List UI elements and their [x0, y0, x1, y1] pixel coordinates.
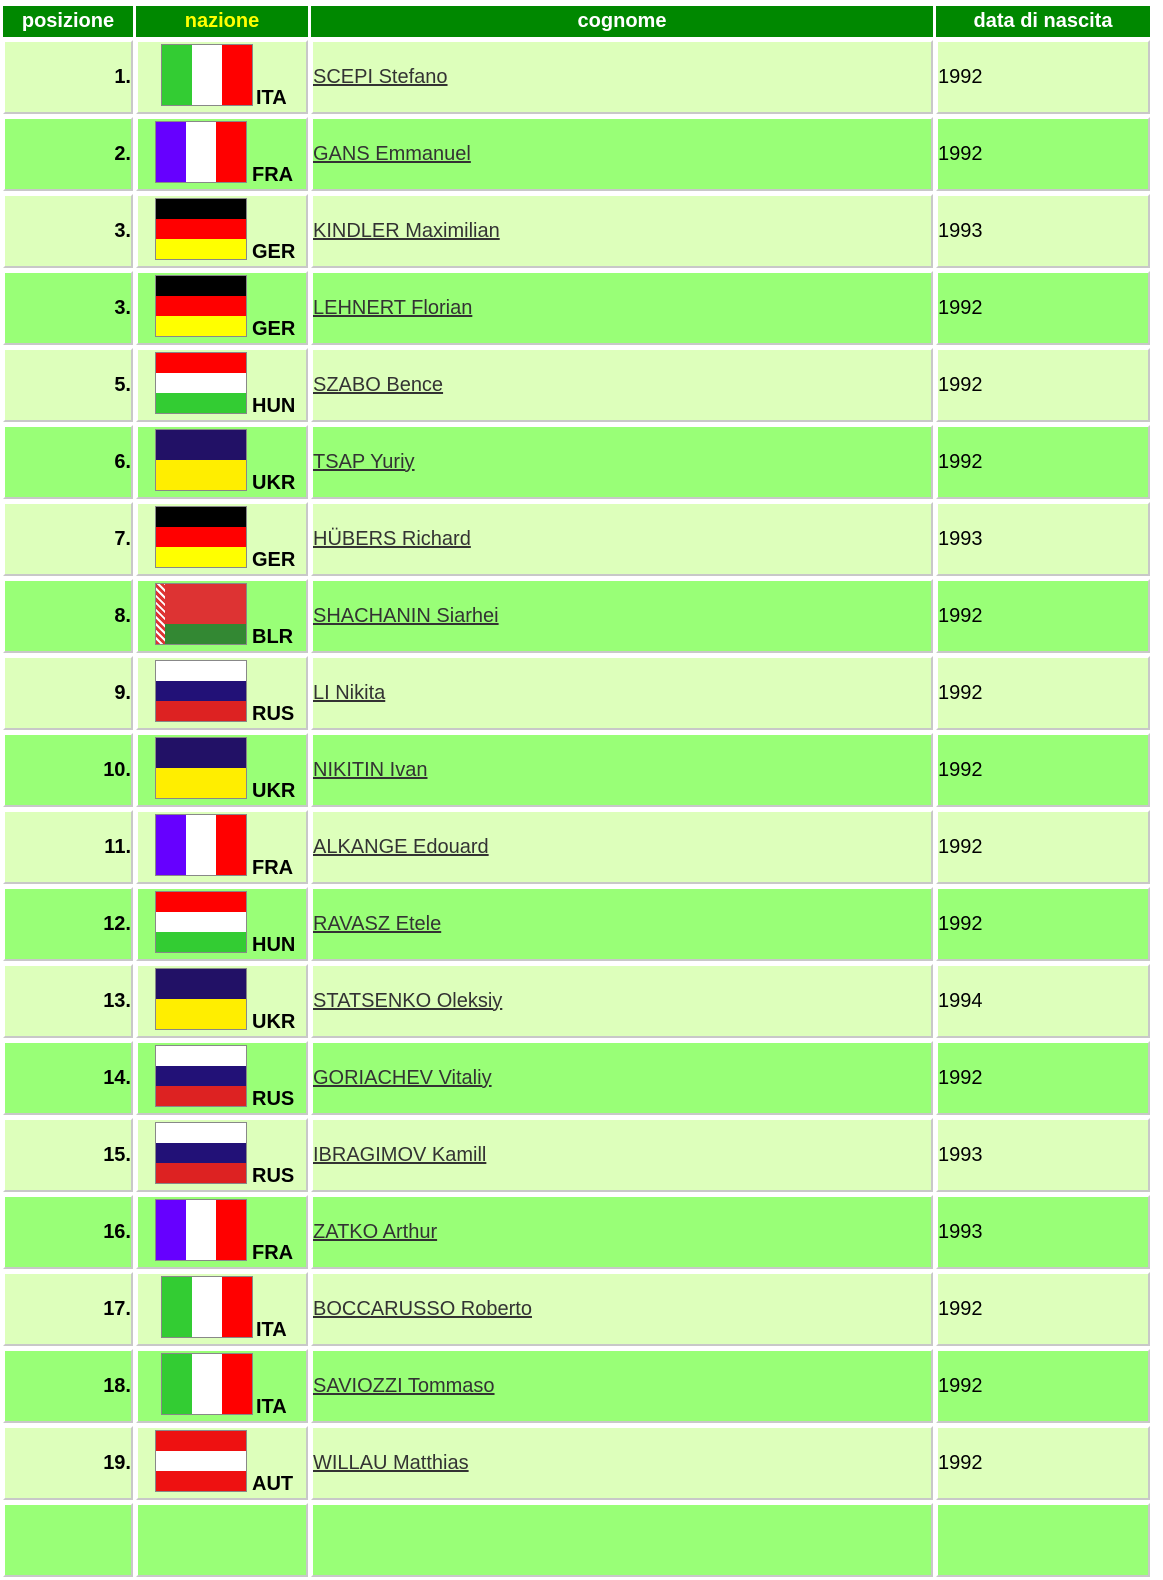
table-row: [3, 117, 1150, 191]
surname-cell: [311, 194, 933, 268]
position-cell: 2.: [3, 117, 133, 191]
nation-cell: [136, 1118, 308, 1192]
surname-cell: [311, 117, 933, 191]
surname-cell: [311, 810, 933, 884]
table-row: [3, 733, 1150, 807]
surname-cell: [311, 733, 933, 807]
flag-ger-icon: [155, 506, 247, 568]
surname-cell: [311, 964, 933, 1038]
flag-ita-icon: [161, 1353, 253, 1415]
position-cell: 16.: [3, 1195, 133, 1269]
nation-code: GER: [252, 318, 296, 340]
position-cell: 3.: [3, 271, 133, 345]
table-row: [3, 425, 1150, 499]
player-link[interactable]: LEHNERT Florian: [313, 296, 473, 319]
flag-blr-icon: [155, 583, 247, 645]
birth-year-cell: 1992: [936, 579, 1150, 653]
position-cell: 8.: [3, 579, 133, 653]
player-link[interactable]: STATSENKO Oleksiy: [313, 989, 503, 1012]
nation-cell: [136, 964, 308, 1038]
table-row: [3, 271, 1150, 345]
table-row: [3, 964, 1150, 1038]
nation-cell: [136, 656, 308, 730]
table-row: [3, 1349, 1150, 1423]
birth-year-cell: 1992: [936, 810, 1150, 884]
nation-code: ITA: [256, 87, 287, 109]
player-link[interactable]: SZABO Bence: [313, 373, 444, 396]
table-header-row: [3, 6, 1150, 37]
nation-cell: [136, 194, 308, 268]
birth-year-cell: 1992: [936, 1041, 1150, 1115]
table-row: [3, 656, 1150, 730]
player-link[interactable]: HÜBERS Richard: [313, 527, 471, 550]
nation-code: ITA: [256, 1396, 287, 1418]
player-link[interactable]: GORIACHEV Vitaliy: [313, 1066, 492, 1089]
flag-ukr-icon: [155, 968, 247, 1030]
nation-code: BLR: [252, 626, 294, 648]
player-link[interactable]: GANS Emmanuel: [313, 142, 471, 165]
surname-cell: [311, 40, 933, 114]
nation-code: RUS: [252, 703, 295, 725]
header-birth[interactable]: data di nascita: [936, 6, 1150, 37]
table-row: [3, 1426, 1150, 1500]
nation-code: GER: [252, 241, 296, 263]
nation-cell: [136, 579, 308, 653]
table-row: [3, 1272, 1150, 1346]
position-cell: 3.: [3, 194, 133, 268]
player-link[interactable]: IBRAGIMOV Kamill: [313, 1143, 487, 1166]
nation-cell: [136, 1349, 308, 1423]
birth-year-cell: 1992: [936, 425, 1150, 499]
nation-code: RUS: [252, 1088, 295, 1110]
flag-fra-icon: [155, 121, 247, 183]
surname-cell: [311, 579, 933, 653]
flag-rus-icon: [155, 1045, 247, 1107]
nation-cell: [136, 810, 308, 884]
nation-code: RUS: [252, 1165, 295, 1187]
player-link[interactable]: WILLAU Matthias: [313, 1451, 469, 1474]
nation-code: HUN: [252, 934, 296, 956]
header-position[interactable]: posizione: [3, 6, 133, 37]
surname-cell: [311, 1195, 933, 1269]
ranking-page: [0, 3, 1163, 1495]
nation-cell: [136, 502, 308, 576]
table-row: [3, 810, 1150, 884]
surname-cell: [311, 1272, 933, 1346]
birth-year-cell: 1992: [936, 117, 1150, 191]
birth-year-cell: 1993: [936, 1118, 1150, 1192]
nation-cell: [136, 1426, 308, 1500]
player-link[interactable]: SHACHANIN Siarhei: [313, 604, 499, 627]
birth-year-cell: 1992: [936, 348, 1150, 422]
surname-cell: [311, 1118, 933, 1192]
table-row: [3, 502, 1150, 576]
table-row: [3, 1195, 1150, 1269]
player-link[interactable]: ZATKO Arthur: [313, 1220, 438, 1243]
flag-ukr-icon: [155, 737, 247, 799]
nation-cell: [136, 425, 308, 499]
ranking-table: [0, 3, 1153, 1580]
birth-year-cell: 1992: [936, 1272, 1150, 1346]
position-cell: 18.: [3, 1349, 133, 1423]
position-cell: 12.: [3, 887, 133, 961]
table-row: [3, 887, 1150, 961]
flag-ita-icon: [161, 1276, 253, 1338]
flag-ger-icon: [155, 275, 247, 337]
birth-year-cell: 1992: [936, 271, 1150, 345]
nation-cell: [136, 1195, 308, 1269]
empty-cell: [3, 1503, 133, 1577]
nation-cell: [136, 733, 308, 807]
surname-cell: [311, 887, 933, 961]
position-cell: 19.: [3, 1426, 133, 1500]
birth-year-cell: 1992: [936, 1426, 1150, 1500]
position-cell: 7.: [3, 502, 133, 576]
table-row: [3, 1118, 1150, 1192]
table-row: [3, 579, 1150, 653]
flag-aut-icon: [155, 1430, 247, 1492]
position-cell: 15.: [3, 1118, 133, 1192]
player-link[interactable]: RAVASZ Etele: [313, 912, 442, 935]
nation-cell: [136, 271, 308, 345]
position-cell: 14.: [3, 1041, 133, 1115]
player-link[interactable]: NIKITIN Ivan: [313, 758, 428, 781]
nation-cell: [136, 1041, 308, 1115]
surname-cell: [311, 271, 933, 345]
header-surname[interactable]: cognome: [311, 6, 933, 37]
surname-cell: [311, 1349, 933, 1423]
nation-code: UKR: [252, 472, 296, 494]
nation-code: AUT: [252, 1473, 294, 1495]
nation-cell: [136, 40, 308, 114]
player-link[interactable]: LI Nikita: [313, 681, 386, 704]
birth-year-cell: 1994: [936, 964, 1150, 1038]
player-link[interactable]: ALKANGE Edouard: [313, 835, 489, 858]
nation-code: UKR: [252, 1011, 296, 1033]
table-row: [3, 194, 1150, 268]
nation-cell: [136, 887, 308, 961]
birth-year-cell: 1992: [936, 733, 1150, 807]
surname-cell: [311, 348, 933, 422]
nation-code: FRA: [252, 164, 294, 186]
surname-cell: [311, 1426, 933, 1500]
surname-cell: [311, 425, 933, 499]
nation-code: FRA: [252, 1242, 294, 1264]
player-link[interactable]: SCEPI Stefano: [313, 65, 448, 88]
birth-year-cell: 1992: [936, 1349, 1150, 1423]
player-link[interactable]: SAVIOZZI Tommaso: [313, 1374, 495, 1397]
nation-code: UKR: [252, 780, 296, 802]
table-row: [3, 40, 1150, 114]
flag-ger-icon: [155, 198, 247, 260]
flag-fra-icon: [155, 814, 247, 876]
position-cell: 11.: [3, 810, 133, 884]
surname-cell: [311, 656, 933, 730]
flag-fra-icon: [155, 1199, 247, 1261]
flag-ukr-icon: [155, 429, 247, 491]
position-cell: 10.: [3, 733, 133, 807]
flag-hun-icon: [155, 891, 247, 953]
flag-rus-icon: [155, 1122, 247, 1184]
table-row: [3, 1041, 1150, 1115]
nation-code: ITA: [256, 1319, 287, 1341]
birth-year-cell: 1993: [936, 1195, 1150, 1269]
position-cell: 9.: [3, 656, 133, 730]
position-cell: 13.: [3, 964, 133, 1038]
position-cell: 6.: [3, 425, 133, 499]
flag-ita-icon: [161, 44, 253, 106]
surname-cell: [311, 502, 933, 576]
nation-code: HUN: [252, 395, 296, 417]
player-link[interactable]: BOCCARUSSO Roberto: [313, 1297, 532, 1320]
flag-hun-icon: [155, 352, 247, 414]
nation-cell: [136, 348, 308, 422]
position-cell: 1.: [3, 40, 133, 114]
flag-rus-icon: [155, 660, 247, 722]
empty-cell: [936, 1503, 1150, 1577]
birth-year-cell: 1993: [936, 502, 1150, 576]
table-row: [3, 348, 1150, 422]
empty-cell: [136, 1503, 308, 1577]
position-cell: 17.: [3, 1272, 133, 1346]
nation-cell: [136, 117, 308, 191]
nation-code: FRA: [252, 857, 294, 879]
position-cell: 5.: [3, 348, 133, 422]
birth-year-cell: 1992: [936, 887, 1150, 961]
header-nation[interactable]: nazione: [136, 6, 308, 37]
nation-code: GER: [252, 549, 296, 571]
empty-cell: [311, 1503, 933, 1577]
player-link[interactable]: KINDLER Maximilian: [313, 219, 500, 242]
player-link[interactable]: TSAP Yuriy: [313, 450, 415, 473]
surname-cell: [311, 1041, 933, 1115]
birth-year-cell: 1992: [936, 40, 1150, 114]
nation-cell: [136, 1272, 308, 1346]
birth-year-cell: 1993: [936, 194, 1150, 268]
table-row: [3, 1503, 1150, 1577]
birth-year-cell: 1992: [936, 656, 1150, 730]
